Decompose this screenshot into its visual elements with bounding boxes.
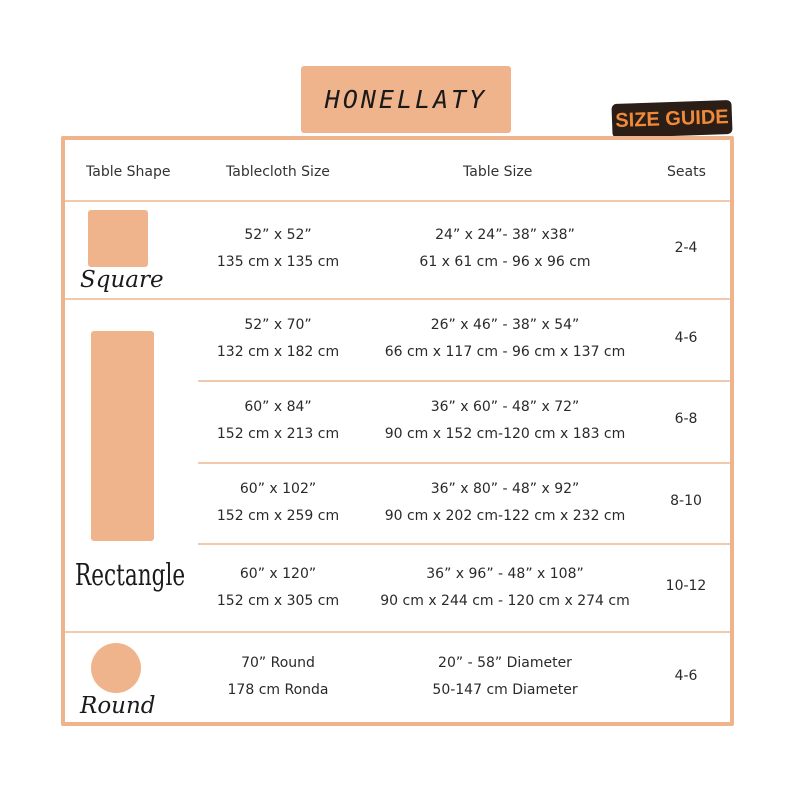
row-4-tablecloth-in: 60” x 102” xyxy=(239,481,317,497)
row-1-tablecloth xyxy=(200,222,356,276)
row-6-table-in: 20” - 58” Diameter xyxy=(438,655,572,671)
size-guide-badge xyxy=(611,100,732,138)
divider-rect-1 xyxy=(198,380,730,382)
header-seats: Seats xyxy=(667,164,706,180)
row-5-tablecloth xyxy=(200,561,356,615)
divider-header xyxy=(65,200,730,202)
row-5-table-in: 36” x 96” - 48” x 108” xyxy=(426,566,584,582)
row-3-tablecloth-cm: 152 cm x 213 cm xyxy=(216,426,340,442)
row-3-tablecloth-in: 60” x 84” xyxy=(244,399,312,415)
row-4-seats: 8-10 xyxy=(670,493,702,509)
row-3-table-in: 36” x 60” - 48” x 72” xyxy=(430,399,580,415)
divider-rect-3 xyxy=(198,543,730,545)
row-3-table-cm: 90 cm x 152 cm-120 cm x 183 cm xyxy=(384,426,626,442)
row-2-tablecloth xyxy=(200,312,356,366)
row-4-table-size xyxy=(360,476,650,530)
rectangle-shape-icon xyxy=(91,331,154,541)
row-3-table-size xyxy=(360,394,650,448)
row-4-tablecloth xyxy=(200,476,356,530)
row-2-table-size xyxy=(360,312,650,366)
row-1-tablecloth-in: 52” x 52” xyxy=(244,227,312,243)
brand-logo xyxy=(301,66,511,133)
row-6-table-cm: 50-147 cm Diameter xyxy=(432,682,578,698)
square-shape-icon xyxy=(88,210,148,267)
row-5-seats: 10-12 xyxy=(665,578,707,594)
row-1-table-cm: 61 x 61 cm - 96 x 96 cm xyxy=(419,254,591,270)
header-table-shape: Table Shape xyxy=(86,164,171,180)
row-3-seats: 6-8 xyxy=(674,411,698,427)
divider-rect-2 xyxy=(198,462,730,464)
row-4-tablecloth-cm: 152 cm x 259 cm xyxy=(216,508,340,524)
header-table-size: Table Size xyxy=(463,164,533,180)
row-1-table-size xyxy=(360,222,650,276)
row-5-table-size xyxy=(360,561,650,615)
row-2-table-in: 26” x 46” - 38” x 54” xyxy=(430,317,580,333)
divider-rectangle xyxy=(65,631,730,633)
row-6-seats: 4-6 xyxy=(674,668,698,684)
row-5-table-cm: 90 cm x 244 cm - 120 cm x 274 cm xyxy=(380,593,630,609)
row-2-tablecloth-cm: 132 cm x 182 cm xyxy=(216,344,340,360)
row-1-tablecloth-cm: 135 cm x 135 cm xyxy=(216,254,340,270)
size-guide-label: SIZE GUIDE xyxy=(614,105,730,132)
row-2-seats: 4-6 xyxy=(674,330,698,346)
row-5-tablecloth-cm: 152 cm x 305 cm xyxy=(216,593,340,609)
rectangle-label: Rectangle xyxy=(75,558,186,593)
row-3-tablecloth xyxy=(200,394,356,448)
divider-square xyxy=(65,298,730,300)
row-6-tablecloth xyxy=(200,650,356,704)
row-6-tablecloth-cm: 178 cm Ronda xyxy=(227,682,329,698)
row-4-table-cm: 90 cm x 202 cm-122 cm x 232 cm xyxy=(384,508,626,524)
row-2-table-cm: 66 cm x 117 cm - 96 cm x 137 cm xyxy=(384,344,626,360)
brand-name: HONELLATY xyxy=(324,85,488,114)
row-1-table-in: 24” x 24”- 38” x38” xyxy=(435,227,575,243)
row-5-tablecloth-in: 60” x 120” xyxy=(239,566,317,582)
square-label: Square xyxy=(80,267,164,293)
header-tablecloth-size: Tablecloth Size xyxy=(226,164,330,180)
row-6-table-size xyxy=(360,650,650,704)
row-6-tablecloth-in: 70” Round xyxy=(241,655,315,671)
row-2-tablecloth-in: 52” x 70” xyxy=(244,317,312,333)
round-shape-icon xyxy=(91,643,141,693)
row-4-table-in: 36” x 80” - 48” x 92” xyxy=(430,481,580,497)
row-1-seats: 2-4 xyxy=(674,240,698,256)
round-label: Round xyxy=(80,693,156,719)
